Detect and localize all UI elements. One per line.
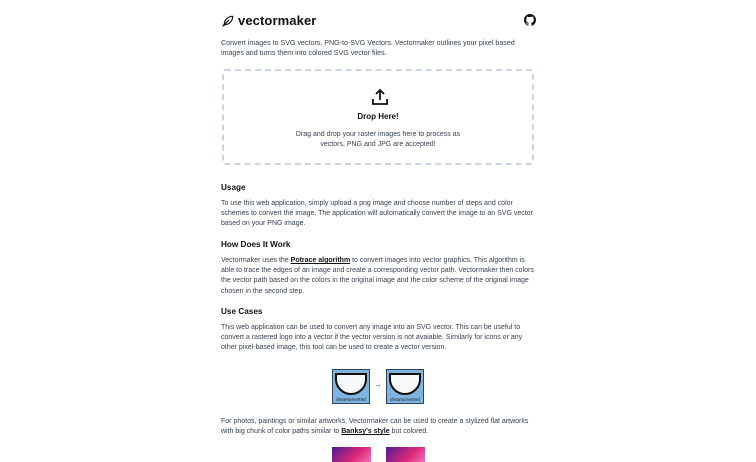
photo-examples: [332, 447, 426, 462]
usage-heading: Usage: [221, 183, 246, 192]
raster-logo-label: dreamoriented: [336, 397, 366, 402]
app-name: vectormaker: [238, 13, 317, 28]
banksy-link[interactable]: Banksy's style: [341, 428, 390, 436]
how-text: [221, 256, 536, 297]
photos-text-after: but colored.: [389, 428, 429, 436]
intro-text: Convert images to SVG vectors, PNG-to-SVG Vectors. Vectormaker outlines your pixel based images and turns them into colored SVG vector files.: [221, 39, 515, 58]
vector-logo-label: dreamoriented: [390, 397, 420, 402]
vector-logo-image: [386, 369, 424, 404]
photo-example-original: [332, 447, 371, 462]
use-cases-heading: Use Cases: [221, 307, 263, 316]
feather-pen-icon: [221, 14, 235, 28]
dropzone-description: Drag and drop your raster images here to process as vectors, PNG and JPG are accepted!: [295, 131, 461, 149]
photos-text: [221, 417, 536, 437]
logo-shape: [389, 373, 421, 395]
photo-example-vector: [386, 447, 425, 462]
logo-shape: [335, 373, 367, 395]
dropzone[interactable]: [222, 69, 534, 165]
upload-icon: [372, 88, 388, 106]
use-cases-text: This web application can be used to convert any image into an SVG vector. This can be useful to convert a rastered logo into a vector if the vector version is not avaiable. Similarly for icons or any other pixel-based image, this tool can be used to create a vector version.: [221, 324, 523, 352]
photos-text-before: For photos, paintings or similar artworks, Vectormaker can be used to create a stylized flat artworks with big chunk of color paths similar to: [221, 418, 529, 436]
demo-image: [332, 369, 426, 405]
potrace-link[interactable]: Potrace algorithm: [290, 257, 351, 264]
how-heading: How Does It Work: [221, 240, 291, 249]
how-text-after: to convert images into vector graphics. This algorithm is able to trace the edges of an image and create a corresponding vector path. Vectormaker then colors the vector path based on the colors in the original image and the color scheme of the original image chosen in the second step.: [221, 257, 534, 295]
arrow-right-icon: →: [374, 380, 382, 389]
raster-logo-image: [332, 369, 370, 404]
dropzone-title: Drop Here!: [357, 112, 399, 121]
how-text-before: Vectormaker uses the: [221, 257, 291, 264]
logo[interactable]: [221, 13, 316, 28]
github-icon[interactable]: [524, 14, 536, 26]
usage-text: To use this web application, simply upload a png image and choose number of steps and color schemes to convert the image. The application will automatically convert the image to an SVG vector based on your PNG image.: [221, 200, 533, 228]
header: [221, 13, 536, 29]
